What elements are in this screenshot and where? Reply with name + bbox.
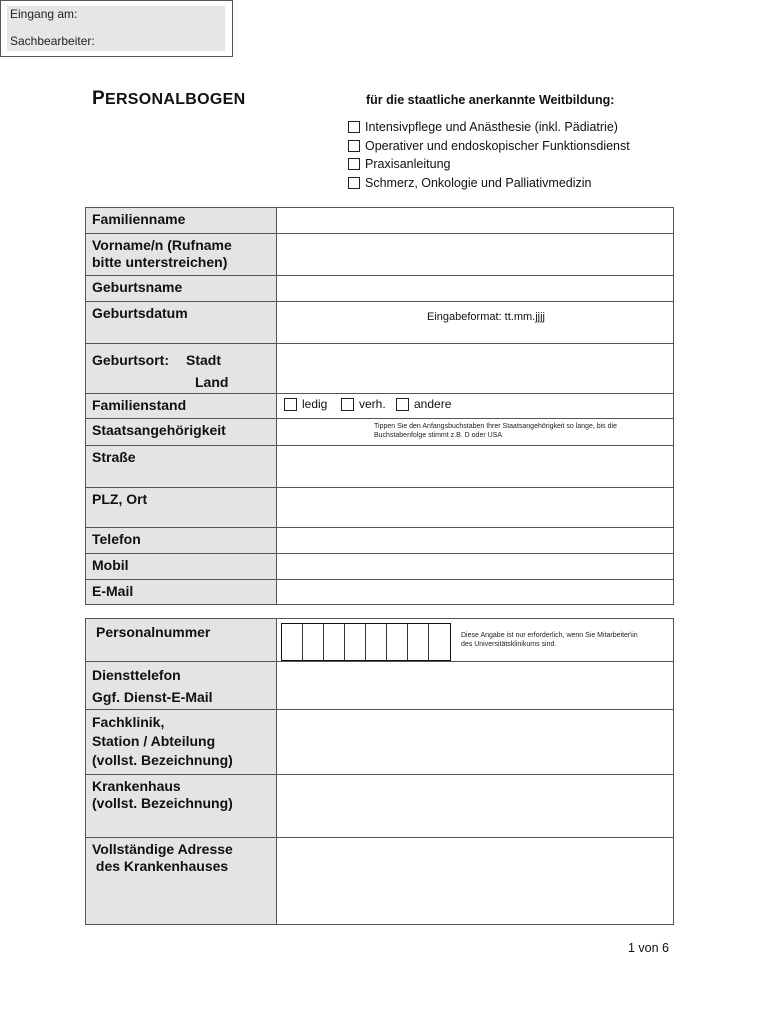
course-label: Operativer und endoskopischer Funktionsdienst [365, 139, 630, 153]
krankenhaus-label-line2: (vollst. Bezeichnung) [92, 795, 233, 811]
vorname-field[interactable] [277, 234, 674, 276]
fachklinik-label [86, 710, 277, 775]
course-label: Schmerz, Onkologie und Palliativmedizin [365, 176, 592, 190]
fachklinik-label-line2: Station / Abteilung [92, 733, 216, 749]
stadt-label: Stadt [186, 352, 221, 368]
digit-box[interactable] [429, 624, 450, 660]
krankenhaus-label-line1: Krankenhaus [92, 778, 181, 794]
received-label: Eingang am: [10, 7, 78, 21]
mobil-field[interactable] [277, 554, 674, 580]
geburtsdatum-field[interactable] [277, 302, 674, 344]
strasse-label: Straße [86, 446, 277, 488]
diensttelefon-label [86, 662, 277, 710]
office-use-fields [7, 6, 225, 51]
familienstand-label: Familienstand [86, 394, 277, 419]
krankenhaus-adresse-field[interactable] [277, 838, 674, 925]
geburtsort-field[interactable] [277, 344, 674, 394]
geburtsname-field[interactable] [277, 276, 674, 302]
personal-data-table [85, 207, 674, 605]
status-verh[interactable] [341, 397, 386, 411]
course-option-practice[interactable] [348, 157, 450, 171]
row-vorname [86, 234, 674, 276]
course-label: Praxisanleitung [365, 157, 451, 171]
status-label: verh. [359, 397, 386, 411]
title-initial: P [92, 88, 105, 109]
course-label: Intensivpflege und Anästhesie (inkl. Pädiatrie) [365, 120, 618, 134]
row-telefon [86, 528, 674, 554]
email-field[interactable] [277, 580, 674, 605]
vorname-label [86, 234, 277, 276]
personalnummer-label: Personalnummer [86, 619, 277, 662]
row-staatsangehoerigkeit [86, 419, 674, 446]
page-title [92, 88, 245, 110]
geburtsort-label-text: Geburtsort: [92, 352, 169, 368]
strasse-field[interactable] [277, 446, 674, 488]
status-andere[interactable] [396, 397, 451, 411]
nationality-hint-line2: Buchstabenfolge stimmt z.B. D oder USA [374, 432, 502, 439]
checkbox[interactable] [396, 398, 409, 411]
krankenhaus-field[interactable] [277, 775, 674, 838]
personalnummer-digit-boxes[interactable] [281, 623, 451, 661]
checkbox[interactable] [348, 121, 360, 133]
adresse-label-line2: des Krankenhauses [92, 858, 229, 874]
fachklinik-label-line1: Fachklinik, [92, 714, 165, 730]
row-geburtsdatum [86, 302, 674, 344]
row-personalnummer [86, 619, 674, 662]
digit-box[interactable] [324, 624, 345, 660]
plz-ort-label: PLZ, Ort [86, 488, 277, 528]
row-plz-ort [86, 488, 674, 528]
email-label: E-Mail [86, 580, 277, 605]
fachklinik-label-line3: (vollst. Bezeichnung) [92, 752, 233, 768]
row-familienname [86, 208, 674, 234]
adresse-label-line1: Vollständige Adresse [92, 841, 233, 857]
geburtsname-label: Geburtsname [86, 276, 277, 302]
course-option-pain[interactable] [348, 176, 592, 190]
familienname-field[interactable] [277, 208, 674, 234]
diensttelefon-label-text: Diensttelefon [92, 667, 181, 683]
row-mobil [86, 554, 674, 580]
land-label: Land [195, 374, 229, 390]
telefon-field[interactable] [277, 528, 674, 554]
digit-box[interactable] [345, 624, 366, 660]
row-strasse [86, 446, 674, 488]
digit-box[interactable] [282, 624, 303, 660]
status-label: ledig [302, 397, 328, 411]
row-fachklinik [86, 710, 674, 775]
status-label: andere [414, 397, 452, 411]
telefon-label: Telefon [86, 528, 277, 554]
row-email [86, 580, 674, 605]
course-option-operative[interactable] [348, 139, 630, 153]
diensttelefon-field[interactable] [277, 662, 674, 710]
staatsangehoerigkeit-field[interactable] [277, 419, 674, 446]
digit-box[interactable] [303, 624, 324, 660]
digit-box[interactable] [408, 624, 429, 660]
fachklinik-field[interactable] [277, 710, 674, 775]
row-geburtsname [86, 276, 674, 302]
checkbox[interactable] [284, 398, 297, 411]
dienst-email-label: Ggf. Dienst-E-Mail [92, 689, 213, 705]
row-geburtsort [86, 344, 674, 394]
familienstand-field [277, 394, 674, 419]
mobil-label: Mobil [86, 554, 277, 580]
row-krankenhaus [86, 775, 674, 838]
geburtsort-label [86, 344, 277, 394]
row-krankenhaus-adresse [86, 838, 674, 925]
personalnummer-field [277, 619, 674, 662]
nationality-hint-line1: Tippen Sie den Anfangsbuchstaben Ihrer Staatsangehörigkeit so lange, bis die [374, 423, 617, 430]
course-option-intensive[interactable] [348, 120, 618, 134]
staatsangehoerigkeit-label: Staatsangehörigkeit [86, 419, 277, 446]
checkbox[interactable] [348, 140, 360, 152]
digit-box[interactable] [366, 624, 387, 660]
geburtsdatum-label: Geburtsdatum [86, 302, 277, 344]
row-familienstand [86, 394, 674, 419]
checkbox[interactable] [341, 398, 354, 411]
subtitle: für die staatliche anerkannte Weitbildung: [366, 93, 615, 107]
status-ledig[interactable] [284, 397, 327, 411]
vorname-label-line2: bitte unterstreichen) [92, 254, 228, 270]
plz-ort-field[interactable] [277, 488, 674, 528]
digit-box[interactable] [387, 624, 408, 660]
work-data-table [85, 618, 674, 925]
personalnummer-hint-line2: des Universitätsklinikums sind. [461, 641, 557, 648]
checkbox[interactable] [348, 177, 360, 189]
page-number: 1 von 6 [628, 941, 670, 955]
familienname-label: Familienname [86, 208, 277, 234]
row-diensttelefon [86, 662, 674, 710]
krankenhaus-adresse-label [86, 838, 277, 925]
checkbox[interactable] [348, 158, 360, 170]
date-format-hint: Eingabeformat: tt.mm.jjjj [427, 311, 545, 323]
krankenhaus-label [86, 775, 277, 838]
office-use-box [0, 0, 233, 57]
clerk-label: Sachbearbeiter: [10, 34, 95, 48]
personalnummer-hint-line1: Diese Angabe ist nur erforderlich, wenn Sie Mitarbeiter\in [461, 632, 638, 639]
vorname-label-line1: Vorname/n (Rufname [92, 237, 232, 253]
title-rest: ERSONALBOGEN [104, 91, 246, 108]
